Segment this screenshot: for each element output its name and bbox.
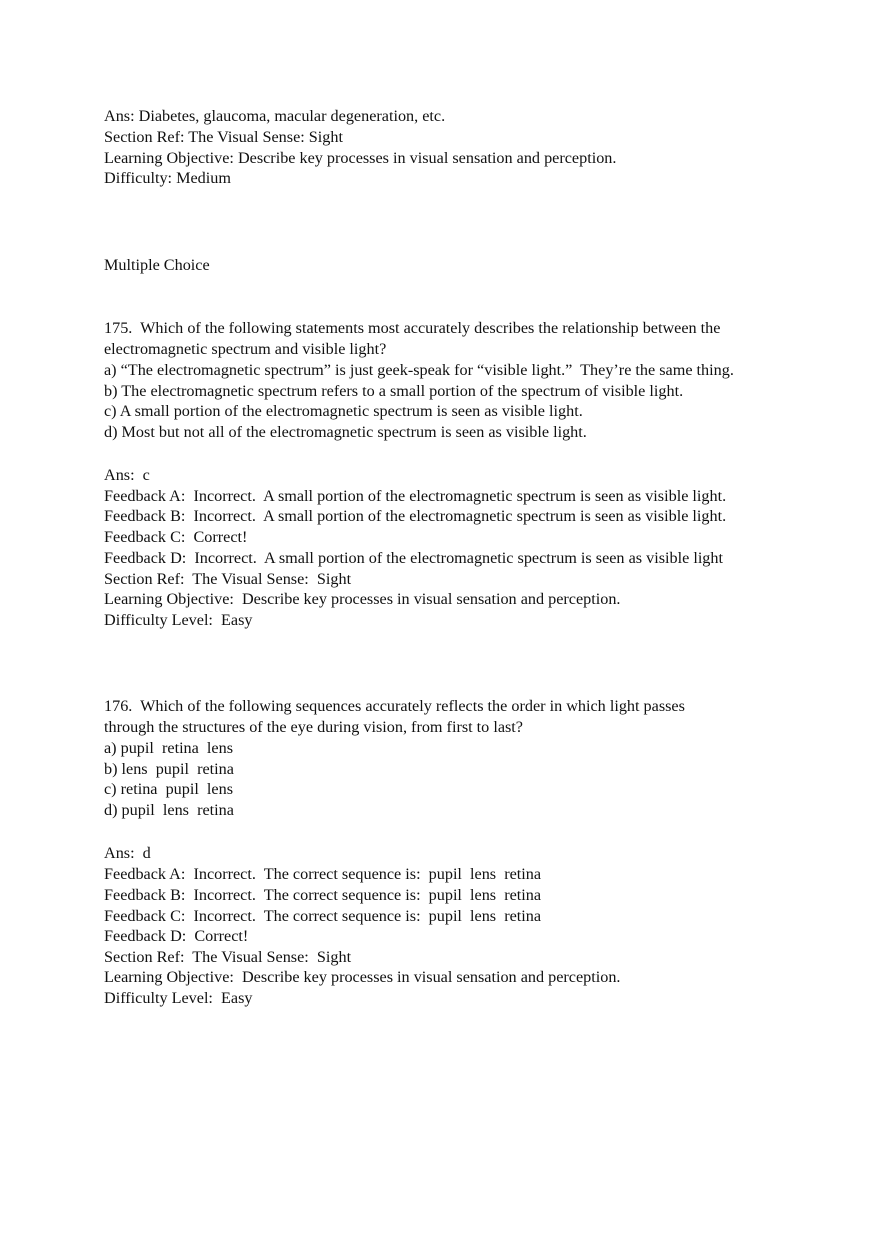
question-176-stem-line-2: through the structures of the eye during vision, from first to last? [104, 718, 523, 736]
question-175-feedback-d: Feedback D: Incorrect. A small portion of the electromagnetic spectrum is seen as visible light [104, 549, 723, 567]
question-176-difficulty: Difficulty Level: Easy [104, 989, 253, 1007]
question-176-learning-objective: Learning Objective: Describe key processes in visual sensation and perception. [104, 968, 621, 986]
question-176-feedback-a: Feedback A: Incorrect. The correct sequence is: pupil lens retina [104, 865, 542, 883]
prev-learning-objective: Learning Objective: Describe key processes in visual sensation and perception. [104, 149, 617, 167]
question-175-option-c: c) A small portion of the electromagnetic spectrum is seen as visible light. [104, 402, 583, 420]
prev-section-ref: Section Ref: The Visual Sense: Sight [104, 128, 343, 146]
prev-difficulty: Difficulty: Medium [104, 169, 231, 187]
question-176-option-c: c) retina pupil lens [104, 780, 234, 798]
question-175-answer: Ans: c [104, 466, 150, 484]
prev-answer: Ans: Diabetes, glaucoma, macular degeneration, etc. [104, 107, 446, 125]
question-176-feedback-b: Feedback B: Incorrect. The correct sequence is: pupil lens retina [104, 886, 542, 904]
question-175-feedback-a: Feedback A: Incorrect. A small portion of the electromagnetic spectrum is seen as visible light. [104, 487, 727, 505]
question-175-learning-objective: Learning Objective: Describe key processes in visual sensation and perception. [104, 590, 621, 608]
question-175-option-a: a) “The electromagnetic spectrum” is just geek-speak for “visible light.” They’re the same thing. [104, 361, 734, 379]
question-176-feedback-d: Feedback D: Correct! [104, 927, 249, 945]
question-175-difficulty: Difficulty Level: Easy [104, 611, 253, 629]
question-176-option-d: d) pupil lens retina [104, 801, 234, 819]
section-heading: Multiple Choice [104, 256, 210, 274]
question-176-option-a: a) pupil retina lens [104, 739, 234, 757]
question-176-answer: Ans: d [104, 844, 151, 862]
question-176-stem-line-1: 176. Which of the following sequences accurately reflects the order in which light passes [104, 697, 685, 715]
question-175-feedback-c: Feedback C: Correct! [104, 528, 248, 546]
question-175-option-d: d) Most but not all of the electromagnetic spectrum is seen as visible light. [104, 423, 587, 441]
question-175-stem-line-2: electromagnetic spectrum and visible light? [104, 340, 387, 358]
question-176-option-b: b) lens pupil retina [104, 760, 234, 778]
question-176-section-ref: Section Ref: The Visual Sense: Sight [104, 948, 352, 966]
question-175-section-ref: Section Ref: The Visual Sense: Sight [104, 570, 352, 588]
question-175-option-b: b) The electromagnetic spectrum refers to a small portion of the spectrum of visible light. [104, 382, 684, 400]
question-175-feedback-b: Feedback B: Incorrect. A small portion of the electromagnetic spectrum is seen as visible light. [104, 507, 727, 525]
question-175-stem-line-1: 175. Which of the following statements most accurately describes the relationship between the [104, 319, 721, 337]
question-176-feedback-c: Feedback C: Incorrect. The correct sequence is: pupil lens retina [104, 907, 542, 925]
